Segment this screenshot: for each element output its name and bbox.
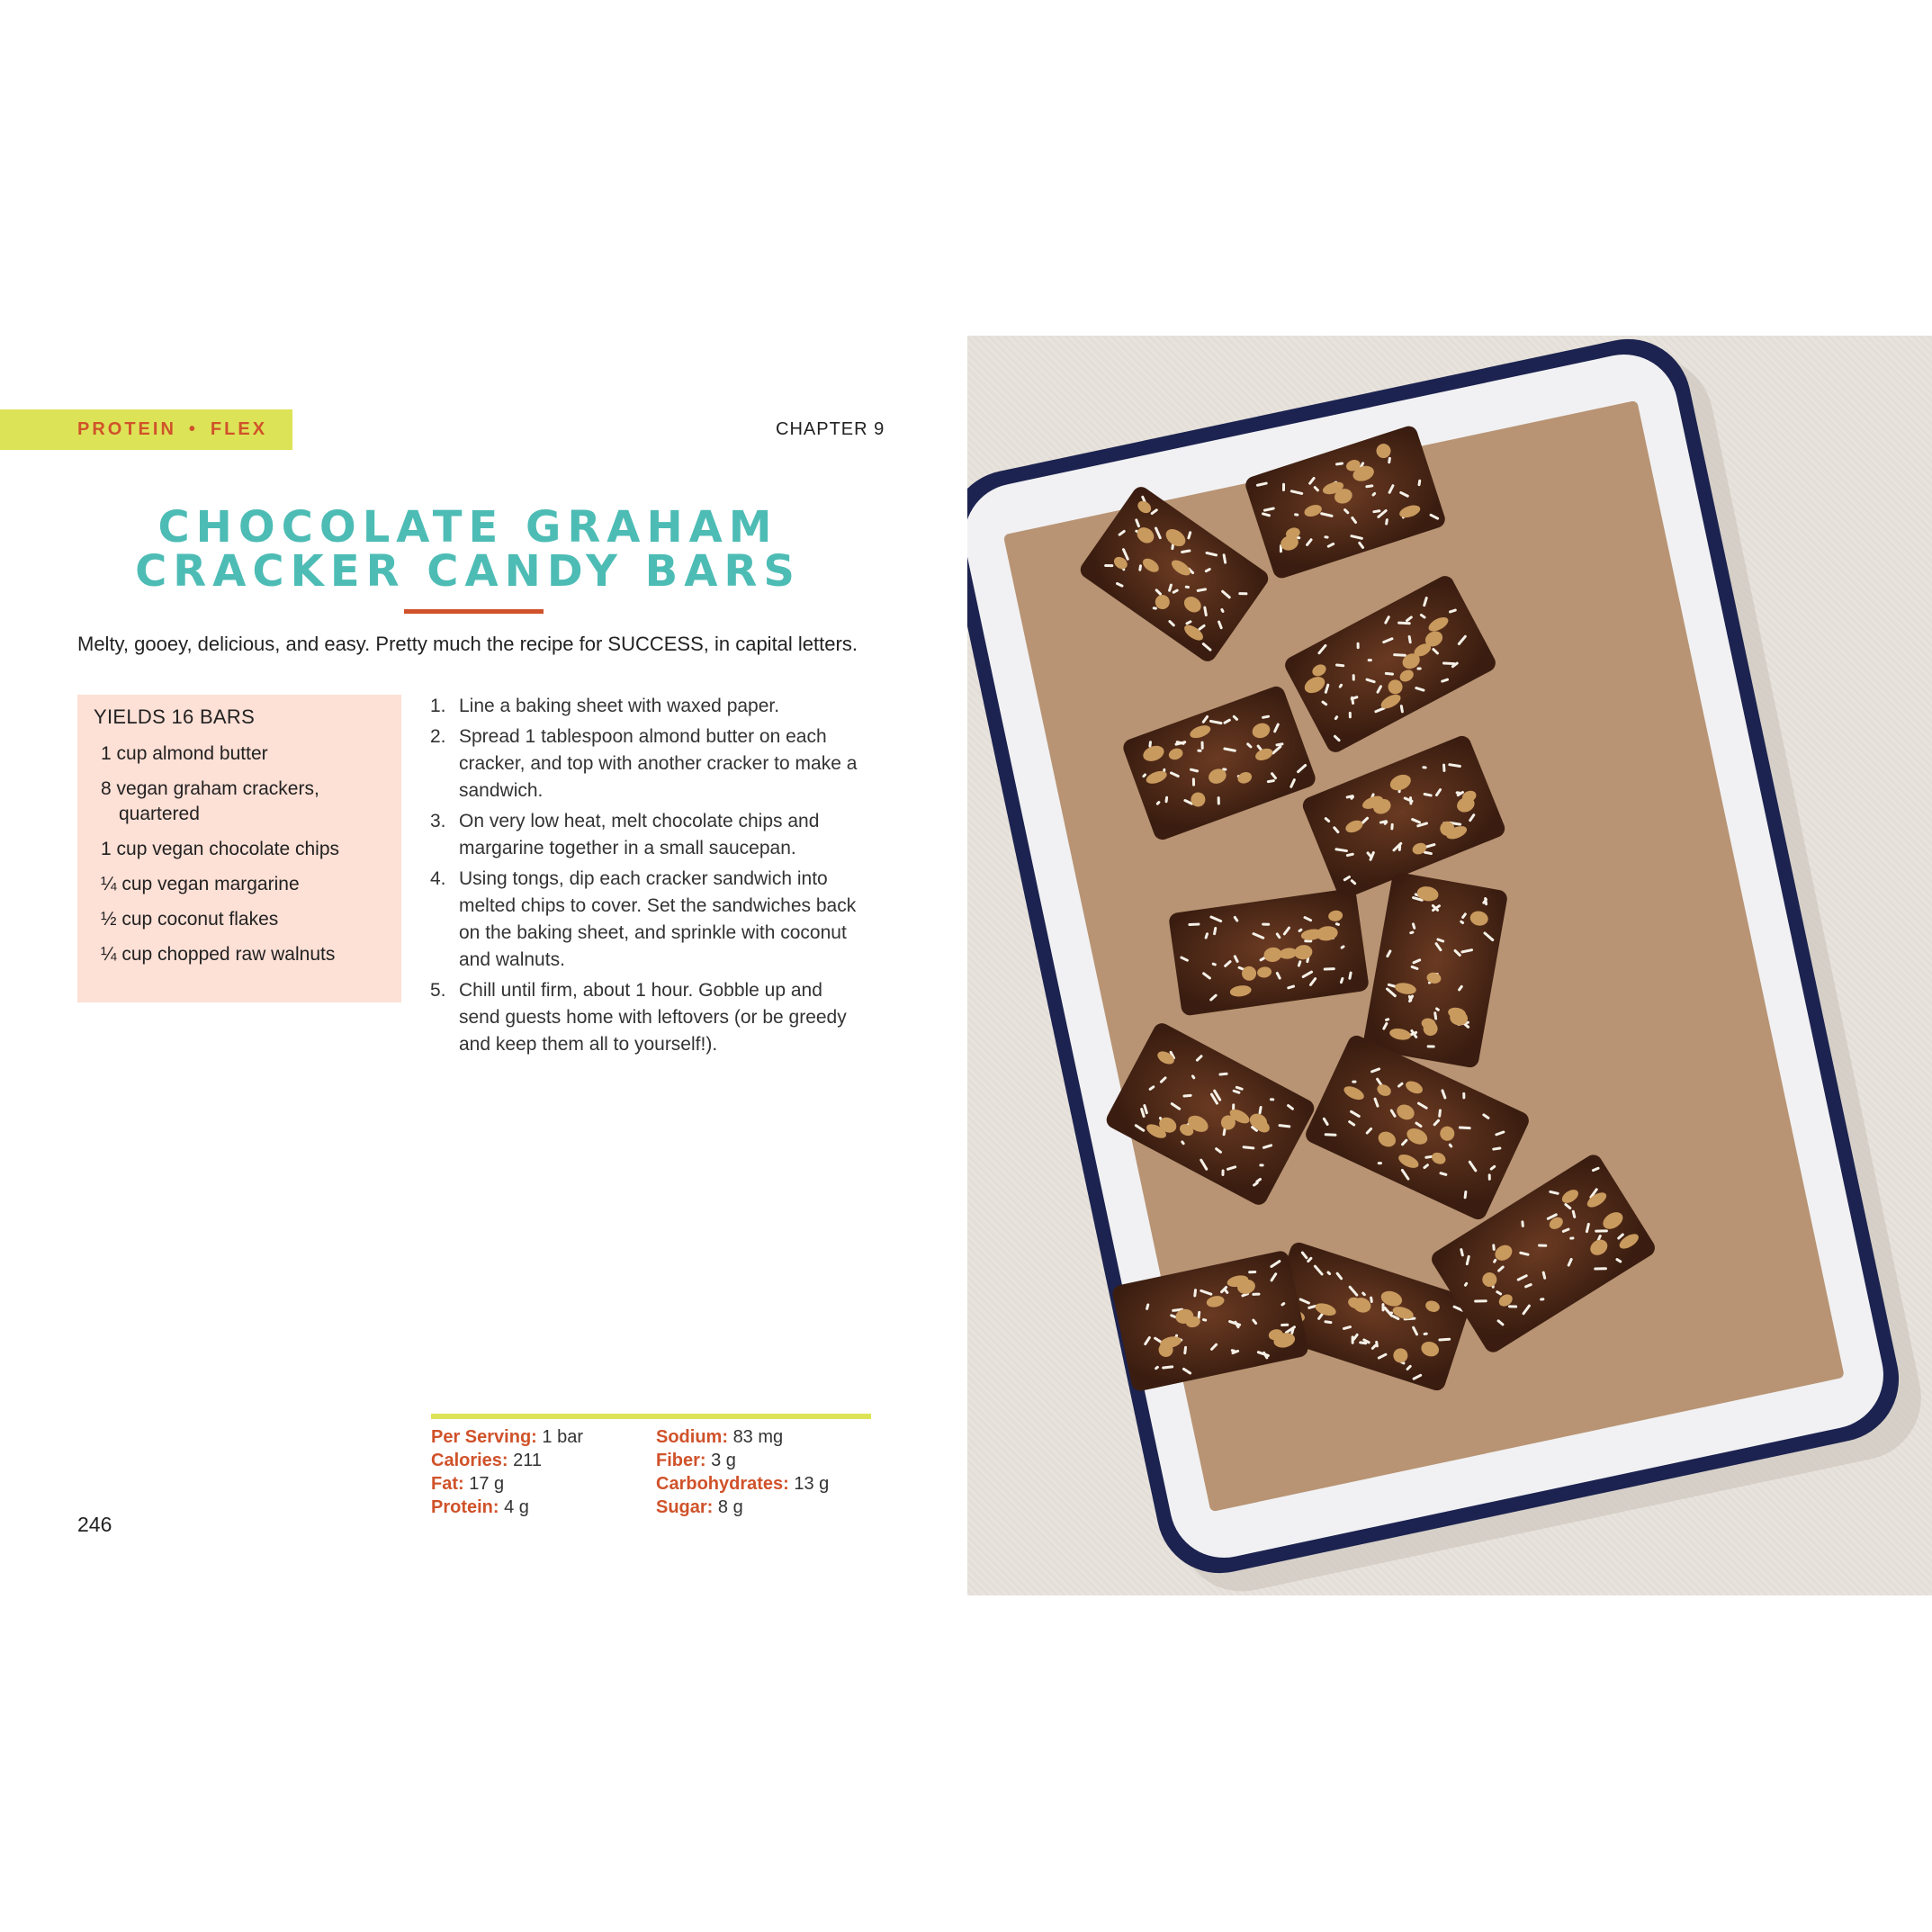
nutrition-label: Fat:: [431, 1474, 464, 1494]
ingredient-item: 1 cup almond butter: [101, 743, 268, 764]
diet-tag: [0, 409, 292, 450]
nutrition-row: [431, 1496, 656, 1519]
nutrition-value: 3 g: [711, 1451, 736, 1470]
yield-label: YIELDS 16 BARS: [94, 705, 256, 728]
nutrition-row: [431, 1472, 656, 1496]
nutrition-row: [656, 1472, 881, 1496]
tag-flex: FLEX: [210, 419, 268, 439]
step-number: 1.: [430, 696, 446, 716]
nutrition-label: Per Serving:: [431, 1427, 537, 1447]
nutrition-row: [431, 1425, 656, 1449]
step-number: 4.: [430, 868, 446, 889]
recipe-title: [72, 502, 864, 597]
ingredients-box: [77, 695, 401, 1002]
nutrition-label: Protein:: [431, 1497, 499, 1517]
nutrition-label: Fiber:: [656, 1451, 706, 1470]
nutrition-label: Sodium:: [656, 1427, 728, 1447]
step-text: Using tongs, dip each cracker sandwich into melted chips to cover. Set the sandwiches back on the baking sheet, and sprinkle with coconut and walnuts.: [459, 868, 857, 970]
step-text: Line a baking sheet with waxed paper.: [459, 696, 780, 716]
ingredient-item: ¼ cup chopped raw walnuts: [101, 944, 336, 965]
step-number: 2.: [430, 726, 446, 747]
title-underline: [404, 609, 544, 614]
ingredient-item: 1 cup vegan chocolate chips: [101, 839, 340, 859]
nutrition-value: 17 g: [469, 1474, 505, 1494]
ingredient-item: ½ cup coconut flakes: [101, 909, 279, 930]
nutrition-value: 8 g: [717, 1497, 743, 1517]
tray-illustration: [967, 336, 1932, 1595]
nutrition-label: Sugar:: [656, 1497, 714, 1517]
nutrition-column-left: [431, 1425, 656, 1519]
ingredient-item: 8 vegan graham crackers, quartered: [101, 778, 319, 824]
nutrition-value: 83 mg: [732, 1427, 784, 1447]
nutrition-row: [656, 1425, 881, 1449]
nutrition-row: [656, 1496, 881, 1519]
step-number: 5.: [430, 980, 446, 1001]
instruction-steps: [430, 693, 862, 1062]
instruction-step: [430, 808, 862, 862]
nutrition-value: 1 bar: [542, 1427, 583, 1447]
nutrition-label: Calories:: [431, 1451, 508, 1470]
tag-protein: PROTEIN: [77, 419, 176, 439]
instruction-step: [430, 977, 862, 1058]
ingredient-list: [94, 741, 385, 967]
nutrition-column-right: [656, 1425, 881, 1519]
nutrition-facts: [431, 1425, 881, 1519]
recipe-title-line-1: CHOCOLATE GRAHAM: [157, 502, 778, 553]
nutrition-value: 4 g: [504, 1497, 529, 1517]
instruction-step: [430, 866, 862, 974]
nutrition-label: Carbohydrates:: [656, 1474, 789, 1494]
step-text: Chill until firm, about 1 hour. Gobble up and send guests home with leftovers (or be greedy and keep them all to yourself!).: [459, 980, 847, 1055]
recipe-intro: Melty, gooey, delicious, and easy. Pretty much the recipe for SUCCESS, in capital letters.: [77, 633, 858, 655]
chapter-label: CHAPTER 9: [776, 419, 885, 439]
ingredient-item: ¼ cup vegan margarine: [101, 874, 300, 894]
instruction-step: [430, 723, 862, 804]
nutrition-rule: [431, 1414, 871, 1419]
recipe-photo: [967, 336, 1932, 1595]
tag-separator: •: [188, 419, 198, 439]
instruction-step: [430, 693, 862, 720]
nutrition-row: [656, 1449, 881, 1472]
step-text: On very low heat, melt chocolate chips and margarine together in a small saucepan.: [459, 811, 820, 858]
recipe-title-line-2: CRACKER CANDY BARS: [135, 546, 801, 597]
step-text: Spread 1 tablespoon almond butter on each cracker, and top with another cracker to make a sandwich.: [459, 726, 858, 801]
nutrition-row: [431, 1449, 656, 1472]
page-number: 246: [77, 1513, 112, 1536]
step-number: 3.: [430, 811, 446, 831]
nutrition-value: 211: [513, 1451, 543, 1470]
nutrition-value: 13 g: [794, 1474, 830, 1494]
